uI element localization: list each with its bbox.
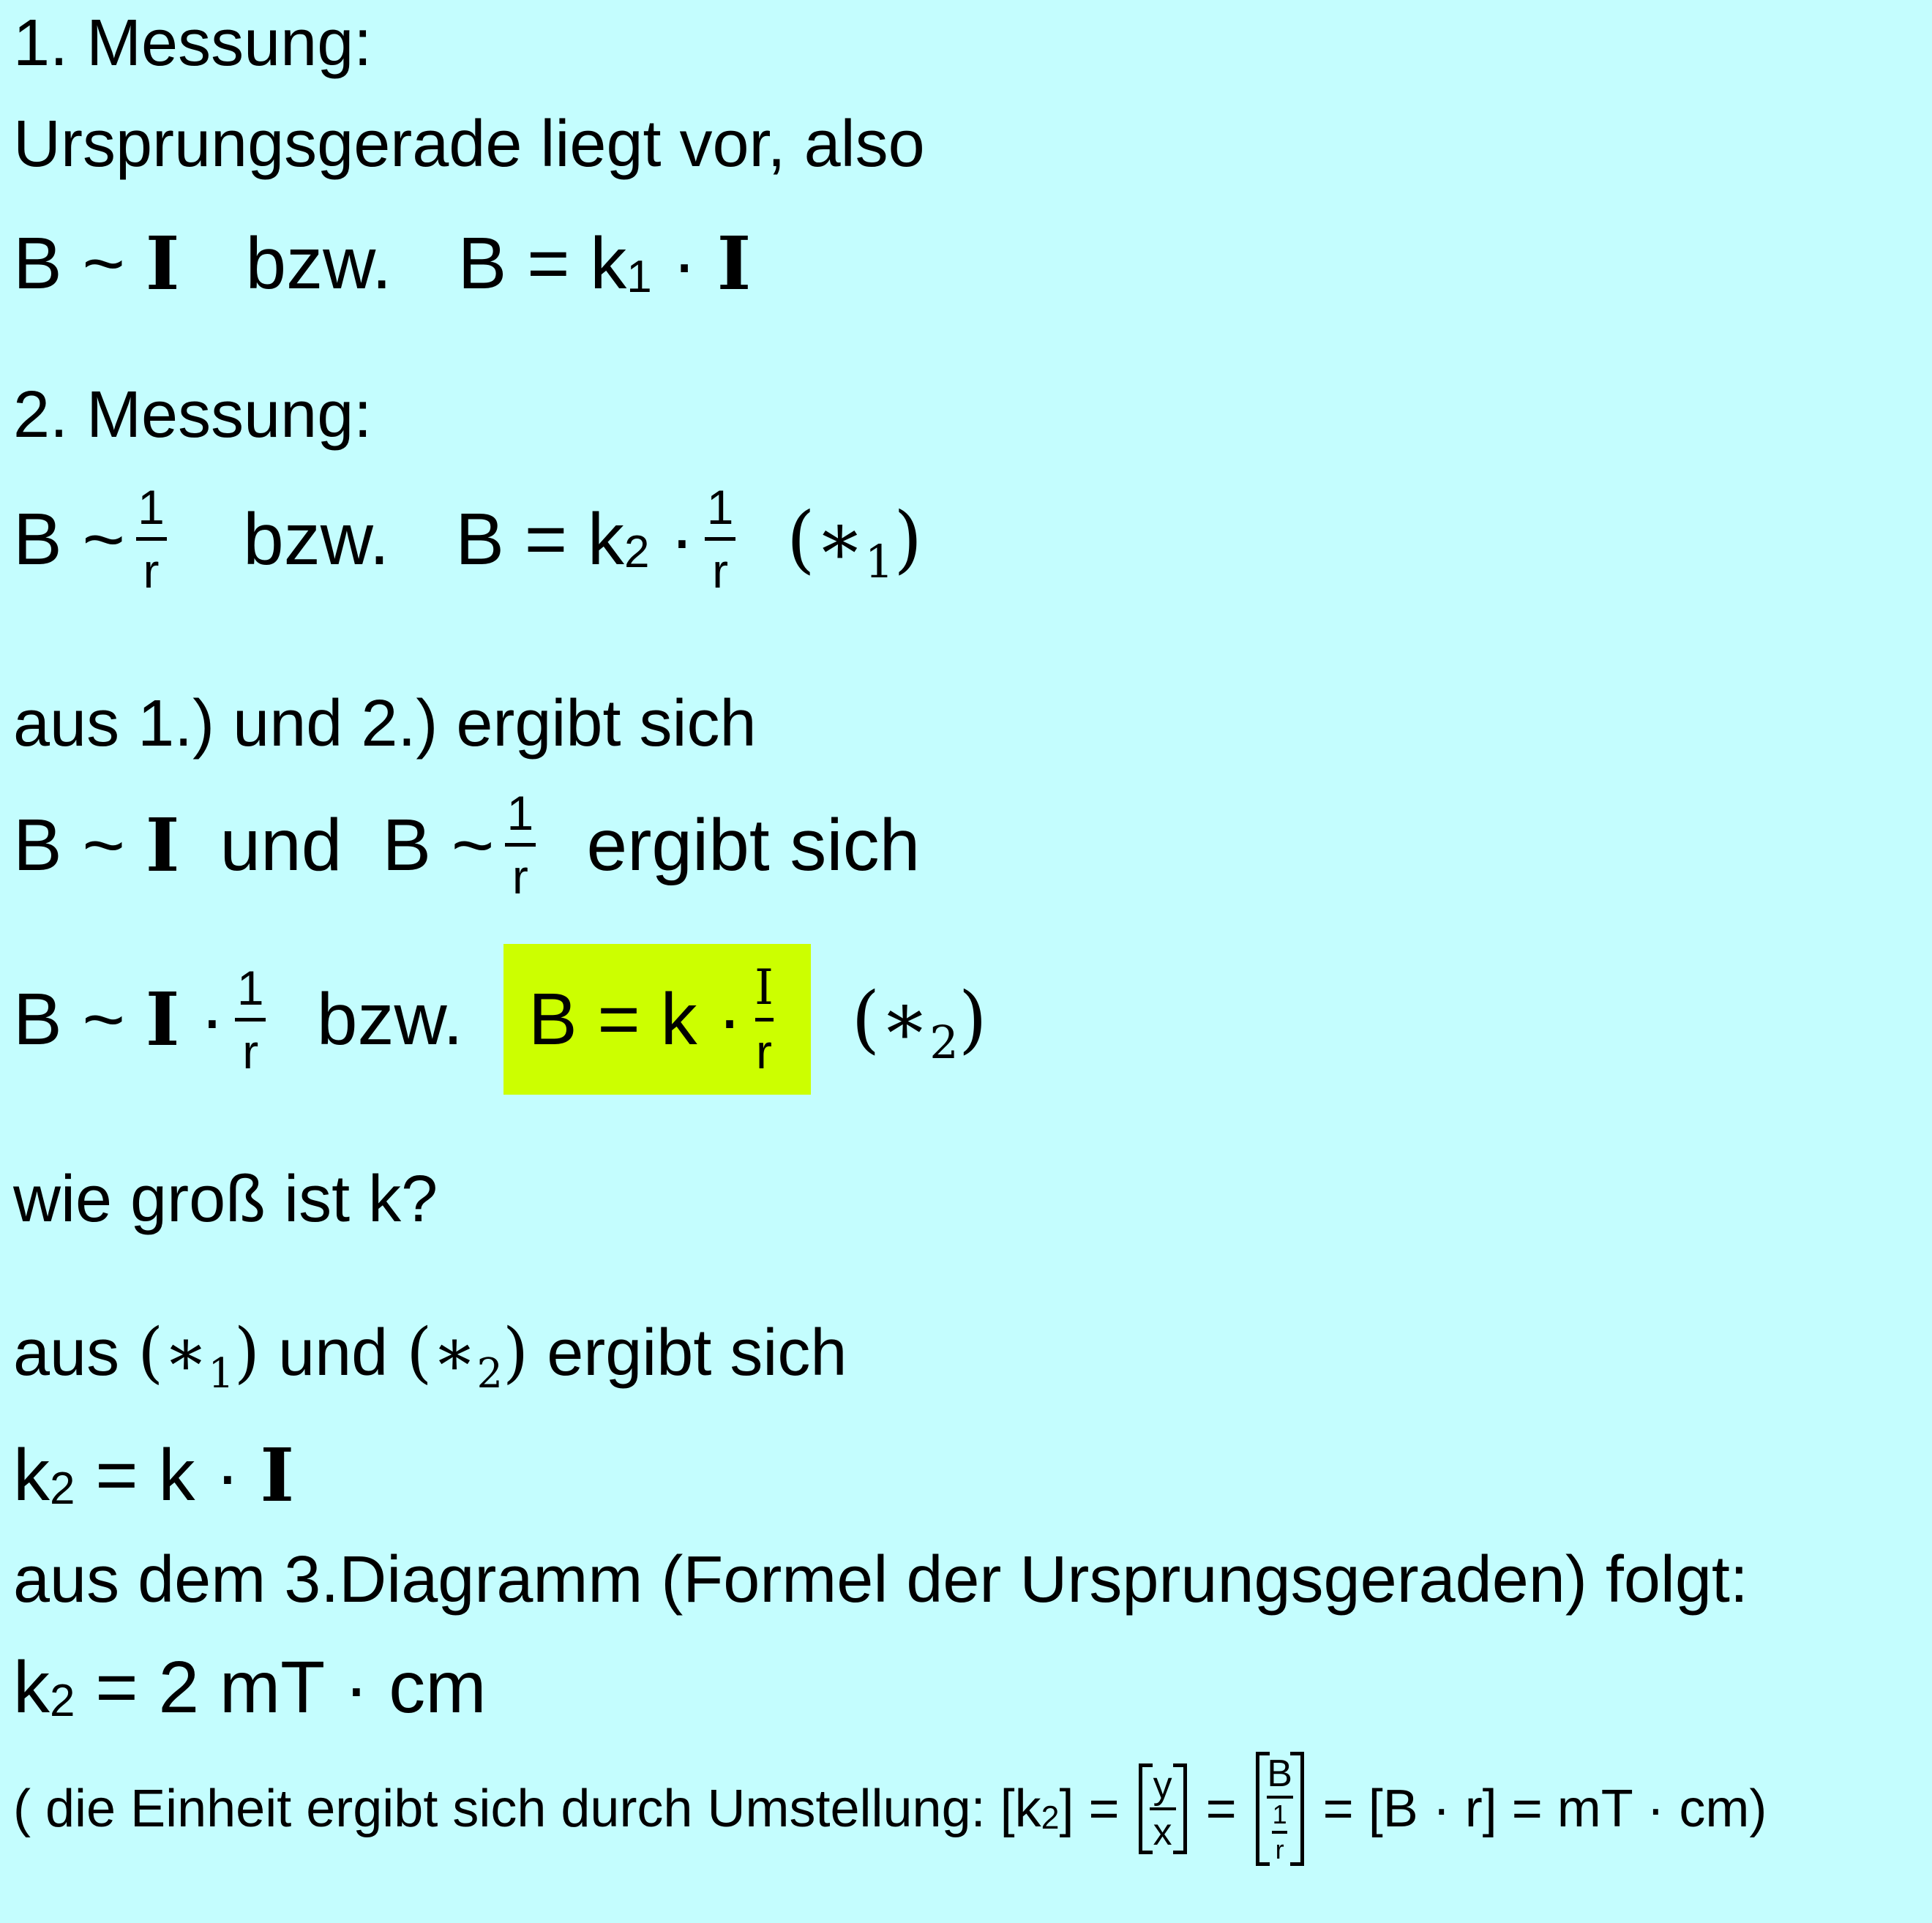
subscript: 2	[50, 1675, 75, 1726]
symbol-b: B	[13, 498, 62, 580]
numerator: 1	[138, 480, 165, 534]
numerator: B	[1267, 1752, 1292, 1794]
prop-symbol: ~	[451, 803, 495, 886]
line-text: 2. Messung:	[13, 378, 372, 451]
dot: ·	[670, 498, 694, 580]
numerator: y	[1153, 1763, 1172, 1807]
fraction-one-over-r	[1272, 1799, 1288, 1864]
fraction-bar	[755, 1018, 774, 1022]
numerator: 1	[236, 960, 264, 1015]
denominator: r	[143, 544, 160, 598]
dot: ·	[200, 978, 225, 1060]
fraction-bar	[235, 1018, 266, 1022]
prop-symbol: ~	[82, 978, 125, 1060]
fraction-y-over-x	[1150, 1763, 1176, 1853]
symbol-k: k	[13, 1646, 50, 1728]
fraction-bar	[505, 843, 536, 847]
formula-k2	[13, 1432, 295, 1518]
equation-lhs: B = k	[457, 222, 627, 304]
word-bzw: bzw.	[316, 978, 463, 1060]
text-combine	[13, 687, 757, 760]
symbol-b: B	[13, 803, 62, 886]
line-text: aus 1.) und 2.) ergibt sich	[13, 687, 757, 760]
equation-rest: = 2 mT · cm	[95, 1646, 487, 1728]
equation: B = k ·	[528, 978, 742, 1060]
subscript: 2	[624, 527, 650, 578]
text-diagram	[13, 1543, 1748, 1616]
fraction-i-over-r	[751, 959, 778, 1079]
formula-both-proportions	[13, 786, 921, 904]
equation-rest: = k ·	[95, 1434, 240, 1516]
line-text: aus dem 3.Diagramm (Formel der Ursprungsgeraden) folgt:	[13, 1543, 1748, 1616]
symbol-k: k	[13, 1434, 50, 1516]
unit-derivation	[13, 1752, 1767, 1866]
word-und: und	[278, 1316, 389, 1390]
prop-symbol: ~	[82, 803, 125, 886]
word-und: und	[220, 803, 342, 886]
symbol-i: I	[145, 801, 180, 888]
numerator: 1	[506, 786, 534, 840]
bracket-y-over-x	[1139, 1763, 1187, 1854]
fraction-b-over-inverse-r	[1267, 1752, 1293, 1864]
text-tail: ergibt sich	[547, 1316, 847, 1390]
fraction-one-over-r	[134, 480, 168, 598]
formula-k2-value	[13, 1646, 487, 1728]
fraction-one-over-r	[233, 960, 268, 1079]
line-text: Ursprungsgerade liegt vor, also	[13, 108, 925, 181]
prop-symbol: ~	[82, 498, 125, 580]
equation-tag: (∗2)	[851, 976, 987, 1069]
symbol-b: B	[13, 978, 62, 1060]
denominator: r	[512, 850, 528, 904]
denominator: r	[712, 544, 729, 598]
fraction-one-over-r	[703, 480, 738, 598]
fraction-bar	[136, 537, 167, 541]
equation-lhs: B = k	[455, 498, 624, 580]
formula-b-prop-inverse-r	[13, 480, 923, 598]
subscript: 1	[626, 251, 652, 302]
equation-tag: (∗1)	[786, 495, 923, 589]
denominator: r	[242, 1024, 259, 1079]
fraction-one-over-r	[503, 786, 537, 904]
text-mid: ] =	[1059, 1779, 1120, 1838]
fraction-bar	[1272, 1831, 1288, 1834]
word-aus: aus	[13, 1316, 120, 1390]
dot: ·	[672, 222, 697, 304]
heading-measurement-1	[13, 7, 372, 80]
heading-measurement-2	[13, 378, 372, 451]
text-from-tags	[13, 1314, 847, 1398]
text-post: = [B · r] = mT · cm)	[1322, 1779, 1767, 1838]
numerator: 1	[706, 480, 734, 534]
symbol-i: I	[145, 220, 180, 307]
numerator: I	[754, 959, 774, 1016]
symbol-b: B	[382, 803, 432, 886]
symbol-i: I	[716, 220, 752, 307]
text-pre: ( die Einheit ergibt sich durch Umstellung: [k	[13, 1779, 1041, 1838]
line-text: 1. Messung:	[13, 7, 372, 80]
question-k	[13, 1163, 438, 1236]
equation-tag: (∗2)	[406, 1314, 529, 1398]
numerator: 1	[1272, 1799, 1287, 1829]
text-line-origin-line	[13, 108, 925, 181]
symbol-i: I	[145, 976, 180, 1062]
symbol-i: I	[260, 1432, 295, 1518]
denominator: x	[1153, 1810, 1172, 1853]
subscript: 2	[1041, 1799, 1060, 1836]
equals: =	[1205, 1779, 1237, 1838]
word-bzw: bzw.	[243, 498, 390, 580]
word-bzw: bzw.	[245, 222, 392, 304]
symbol-b: B	[13, 222, 62, 304]
highlighted-formula	[503, 944, 811, 1095]
denominator: r	[756, 1024, 772, 1079]
fraction-bar	[705, 537, 735, 541]
line-text: wie groß ist k?	[13, 1163, 438, 1236]
equation-tag: (∗1)	[138, 1314, 261, 1398]
fraction-bar	[1267, 1796, 1293, 1799]
subscript: 2	[50, 1463, 75, 1514]
denominator: r	[1275, 1834, 1284, 1864]
prop-symbol: ~	[82, 222, 125, 304]
formula-result	[13, 944, 987, 1095]
bracket-b-over-inverse-r	[1256, 1752, 1304, 1866]
text-tail: ergibt sich	[586, 803, 921, 886]
formula-b-prop-i	[13, 220, 752, 307]
